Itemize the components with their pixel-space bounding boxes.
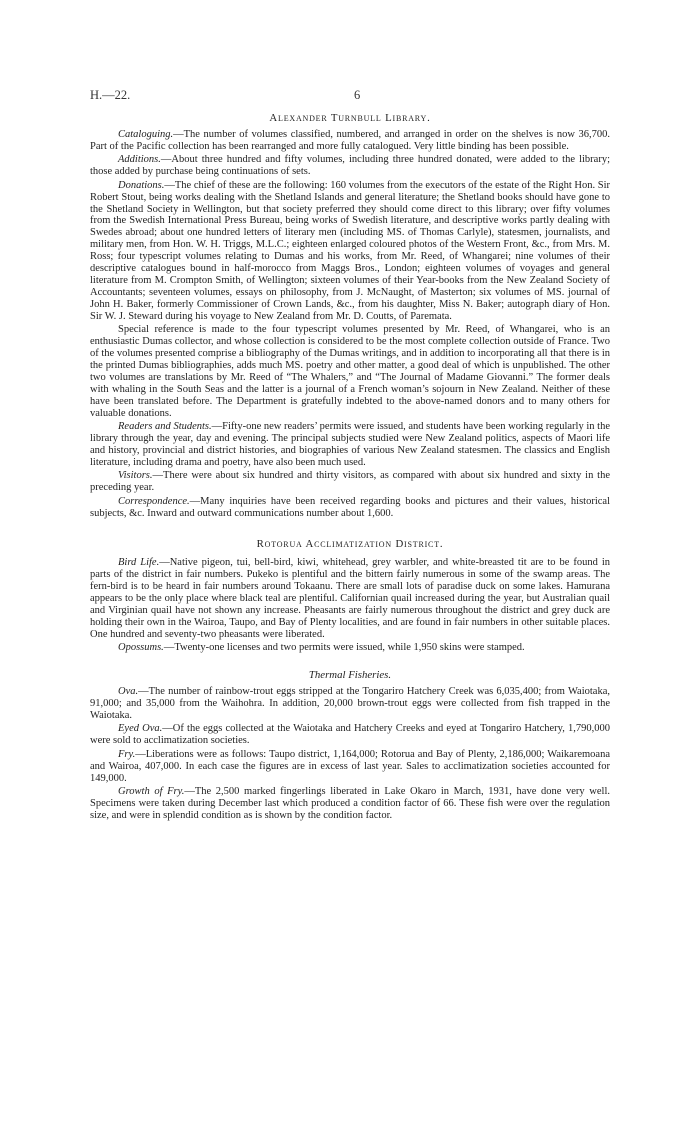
paragraph-lead: Readers and Students. bbox=[118, 421, 212, 433]
paragraph-text: Special reference is made to the four typescript volumes presented by Mr. Reed, of Whangarei, who is an enthusiastic Dumas collector, and whose collection is considered to be the most complete collection outside of France. Two of the volumes presented comprise a bibliography of the Dumas writings, and in addition to incorporating all that there is in the printed Dumas bibliographies, adds much MS. poetry and other matter, a good deal of which is unpublished. The other two volumes are translations by Mr. Reed of “The Whalers,” and “The Journal of Madame Giovanni.” The former deals with whaling in the South Seas and the latter is a journal of a French woman’s sojourn in New Zealand. Neither of these have been translated before. The Department is gratefully indebted to the above-named donors and to many others for valuable donations. bbox=[90, 324, 610, 419]
paragraph-lead: Additions. bbox=[118, 154, 161, 166]
paragraph-lead: Visitors. bbox=[118, 470, 153, 482]
paragraph-lead: Cataloguing. bbox=[118, 128, 174, 140]
paragraph-lead: Correspondence. bbox=[118, 495, 190, 507]
paragraph-lead: Fry. bbox=[118, 748, 136, 760]
paragraph-opossums bbox=[90, 642, 610, 654]
paragraph-visitors bbox=[90, 470, 610, 494]
subsection-heading-thermal-fisheries: Thermal Fisheries. bbox=[308, 669, 392, 682]
paragraph-lead: Donations. bbox=[118, 179, 165, 191]
section-heading-rotorua: Rotorua Acclimatization District. bbox=[256, 538, 444, 551]
paragraph-ova bbox=[90, 686, 610, 722]
paragraph-additions bbox=[90, 154, 610, 178]
paragraph-text: —The number of rainbow-trout eggs stripped at the Tongariro Hatchery Creek was 6,035,400; from Waiotaka, 91,000; and 35,000 from the Waihohra. In addition, 20,000 brown-trout eggs were collected from fish trapped in the Waiotaka. bbox=[90, 686, 610, 721]
paragraph-lead: Ova. bbox=[118, 686, 139, 698]
paragraph-fry bbox=[90, 749, 610, 785]
paragraph-text: —Native pigeon, tui, bell-bird, kiwi, whitehead, grey warbler, and white-breasted tit are to be found in parts of the district in fair numbers. Pukeko is plentiful and the bittern fairly numerous in some of the swamp areas. The fern-bird is to be heard in fair numbers around Tokaanu. There are small lots of paradise duck on some lakes. Hamurana appears to be the only place where black teal are plentiful. Californian quail increased during the year, but Australian quail and Virginian quail have not shown any increase. Pheasants are fairly numerous throughout the district and grey duck are holding their own in the Wairoa, Taupo, and Bay of Plenty localities, and are found in fair numbers in other suitable places. One hundred and seventy-two pheasants were liberated. bbox=[90, 557, 610, 640]
paragraph-text: —Liberations were as follows: Taupo district, 1,164,000; Rotorua and Bay of Plenty, 2,186,000; Waikaremoana and Wairoa, 407,000. In each case the figures are in excess of last year. Sales to acclimatization societies accounted for 149,000. bbox=[90, 748, 610, 784]
paragraph-correspondence bbox=[90, 496, 610, 520]
paragraph-lead: Opossums. bbox=[118, 642, 164, 654]
paragraph-text: —Many inquiries have been received regarding books and pictures and their values, historical subjects, &c. Inward and outward communications number about 1,600. bbox=[90, 495, 610, 519]
paragraph-bird-life bbox=[90, 557, 610, 640]
paragraph-eyed-ova bbox=[90, 723, 610, 747]
paragraph-lead: Bird Life. bbox=[118, 557, 160, 569]
document-reference: H.—22. bbox=[90, 88, 131, 102]
section-heading-turnbull-library: Alexander Turnbull Library. bbox=[269, 112, 431, 124]
paragraph-text: —Twenty-one licenses and two permits were issued, while 1,950 skins were stamped. bbox=[163, 642, 525, 654]
rotorua-section bbox=[90, 557, 610, 654]
paragraph-readers-and-students bbox=[90, 421, 610, 469]
paragraph-text: —There were about six hundred and thirty visitors, as compared with about six hundred and sixty in the preceding year. bbox=[90, 470, 610, 494]
paragraph-donations bbox=[90, 180, 610, 323]
turnbull-library-section bbox=[90, 129, 610, 520]
paragraph-growth-of-fry bbox=[90, 786, 610, 822]
paragraph-cataloguing bbox=[90, 129, 610, 153]
paragraph-text: —Fifty-one new readers’ permits were issued, and students have been working regularly in the library through the year, day and evening. The principal subjects studied were New Zealand politics, aspects of Maori life and history, provincial and district histories, and biographies of various New Zealand statesmen. The classics and English literature, including drama and poetry, have also been much used. bbox=[90, 421, 610, 468]
paragraph-special-reference bbox=[90, 324, 610, 419]
page-header bbox=[90, 88, 610, 104]
page-body bbox=[90, 104, 610, 823]
page-number: 6 bbox=[354, 88, 361, 102]
paragraph-text: —The number of volumes classified, numbered, and arranged in order on the shelves is now 36,700. Part of the Pacific collection has been rearranged and more fully catalogued. Very little binding has been possible. bbox=[90, 128, 610, 152]
paragraph-text: —The 2,500 marked fingerlings liberated in Lake Okaro in March, 1931, have done very well. Specimens were taken during December last which produced a condition factor of 66. These fish were over the regulation size, and were in splendid condition as is shown by the condition factor. bbox=[90, 786, 610, 821]
paragraph-text: —Of the eggs collected at the Waiotaka and Hatchery Creeks and eyed at Tongariro Hatchery, 1,790,000 were sold to acclimatization societies. bbox=[90, 723, 611, 747]
paragraph-lead: Growth of Fry. bbox=[118, 786, 185, 798]
paragraph-text: —The chief of these are the following: 160 volumes from the executors of the estate of the Right Hon. Sir Robert Stout, being works dealing with the Shetland Islands and general literature; the Shetland books should have gone to the Shetland Society in Wellington, but that society preferred they should come direct to this library; over fifty volumes from the Swedish International Press Bureau, being works of Swedish literature, and descriptive works partly dealing with Swedes abroad; about one hundred letters of literary men (including MS. of Thomas Carlyle), statesmen, journalists, and military men, from Hon. W. H. Triggs, M.L.C.; eighteen enlarged coloured photos of the Western Front, &c., from Mrs. M. Ross; four typescript volumes relating to Dumas and his works, from Mr. Reed, of Whangarei; nine volumes of their descriptive catalogues bound in half-morocco from Maggs Bros., London; eighteen volumes of voyages and general literature from M. Crompton Smith, of Wellington; sixteen volumes of their Year-books from the New Zealand Society of Accountants; seventeen volumes, essays on philosophy, from J. McNaught, of Masterton; six volumes of MS. journal of John H. Baker, formerly Commissioner of Crown Lands, &c., from his daughter, Miss N. Baker; autograph diary of Hon. Sir W. J. Steward during his voyage to New Zealand from Mr. D. Coutts, of Paremata. bbox=[90, 179, 610, 322]
paragraph-text: —About three hundred and fifty volumes, including three hundred donated, were added to the library; those added by purchase being continuations of sets. bbox=[90, 154, 610, 178]
paragraph-lead: Eyed Ova. bbox=[118, 723, 163, 735]
thermal-fisheries-section bbox=[90, 686, 610, 822]
